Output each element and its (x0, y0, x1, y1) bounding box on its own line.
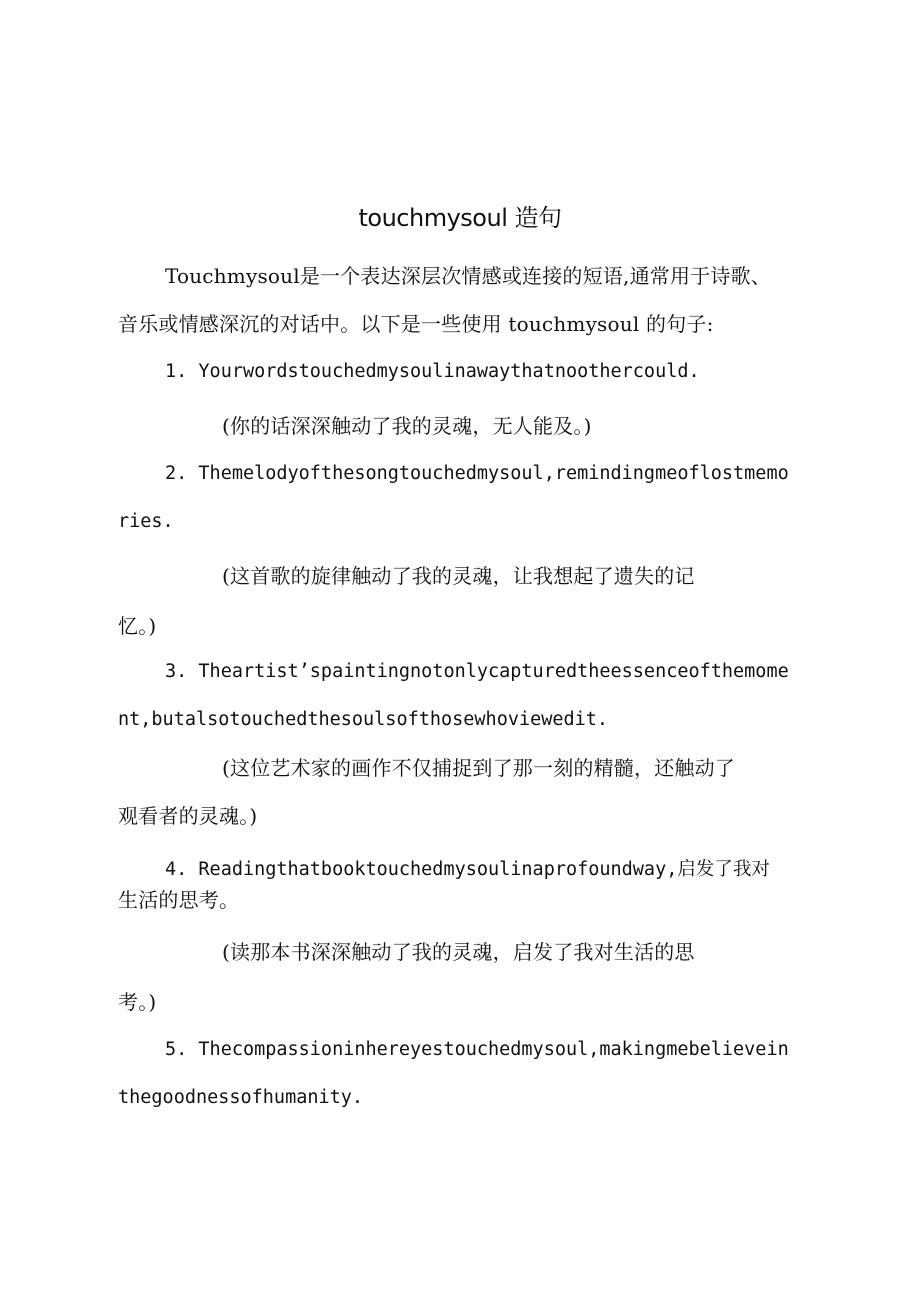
sentence-3-zh-line-1: (这位艺术家的画作不仅捕捉到了那一刻的精髓，还触动了 (222, 756, 736, 780)
sentence-3-en-line-2: nt,butalsotouchedthesoulsofthosewhoviewedit. (118, 709, 609, 730)
sentence-4-en-line-2: 生活的思考。 (118, 888, 240, 912)
sentence-2-zh-line-1: (这首歌的旋律触动了我的灵魂，让我想起了遗失的记 (222, 564, 695, 588)
intro-line-1: Touchmysoul是一个表达深层次情感或连接的短语,通常用于诗歌、 (165, 264, 771, 288)
sentence-2-en-line-2: ries. (118, 511, 174, 532)
sentence-5-en-line-2: thegoodnessofhumanity. (118, 1087, 364, 1108)
sentence-1-zh: (你的话深深触动了我的灵魂，无人能及。) (222, 414, 592, 438)
sentence-4-en-line-1: 4. Readingthatbooktouchedmysoulinaprofoundway,启发了我对 (165, 859, 770, 880)
sentence-1-en: 1. Yourwordstouchedmysoulinawaythatnoothercould. (165, 361, 700, 382)
sentence-4-zh-line-2: 考。) (118, 990, 157, 1014)
intro-line-2: 音乐或情感深沉的对话中。以下是一些使用 touchmysoul 的句子: (118, 312, 714, 336)
sentence-5-en-line-1: 5. Thecompassioninhereyestouchedmysoul,makingmebelievein (165, 1039, 789, 1060)
sentence-3-zh-line-2: 观看者的灵魂。) (118, 804, 258, 828)
sentence-2-zh-line-2: 忆。) (118, 614, 157, 638)
document-title: touchmysoul 造句 (358, 204, 562, 232)
sentence-2-en-line-1: 2. Themelodyofthesongtouchedmysoul,remindingmeoflostmemo (165, 463, 789, 484)
sentence-3-en-line-1: 3. Theartist’spaintingnotonlycapturedtheessenceofthemome (165, 661, 789, 682)
sentence-4-zh-line-1: (读那本书深深触动了我的灵魂，启发了我对生活的思 (222, 940, 695, 964)
